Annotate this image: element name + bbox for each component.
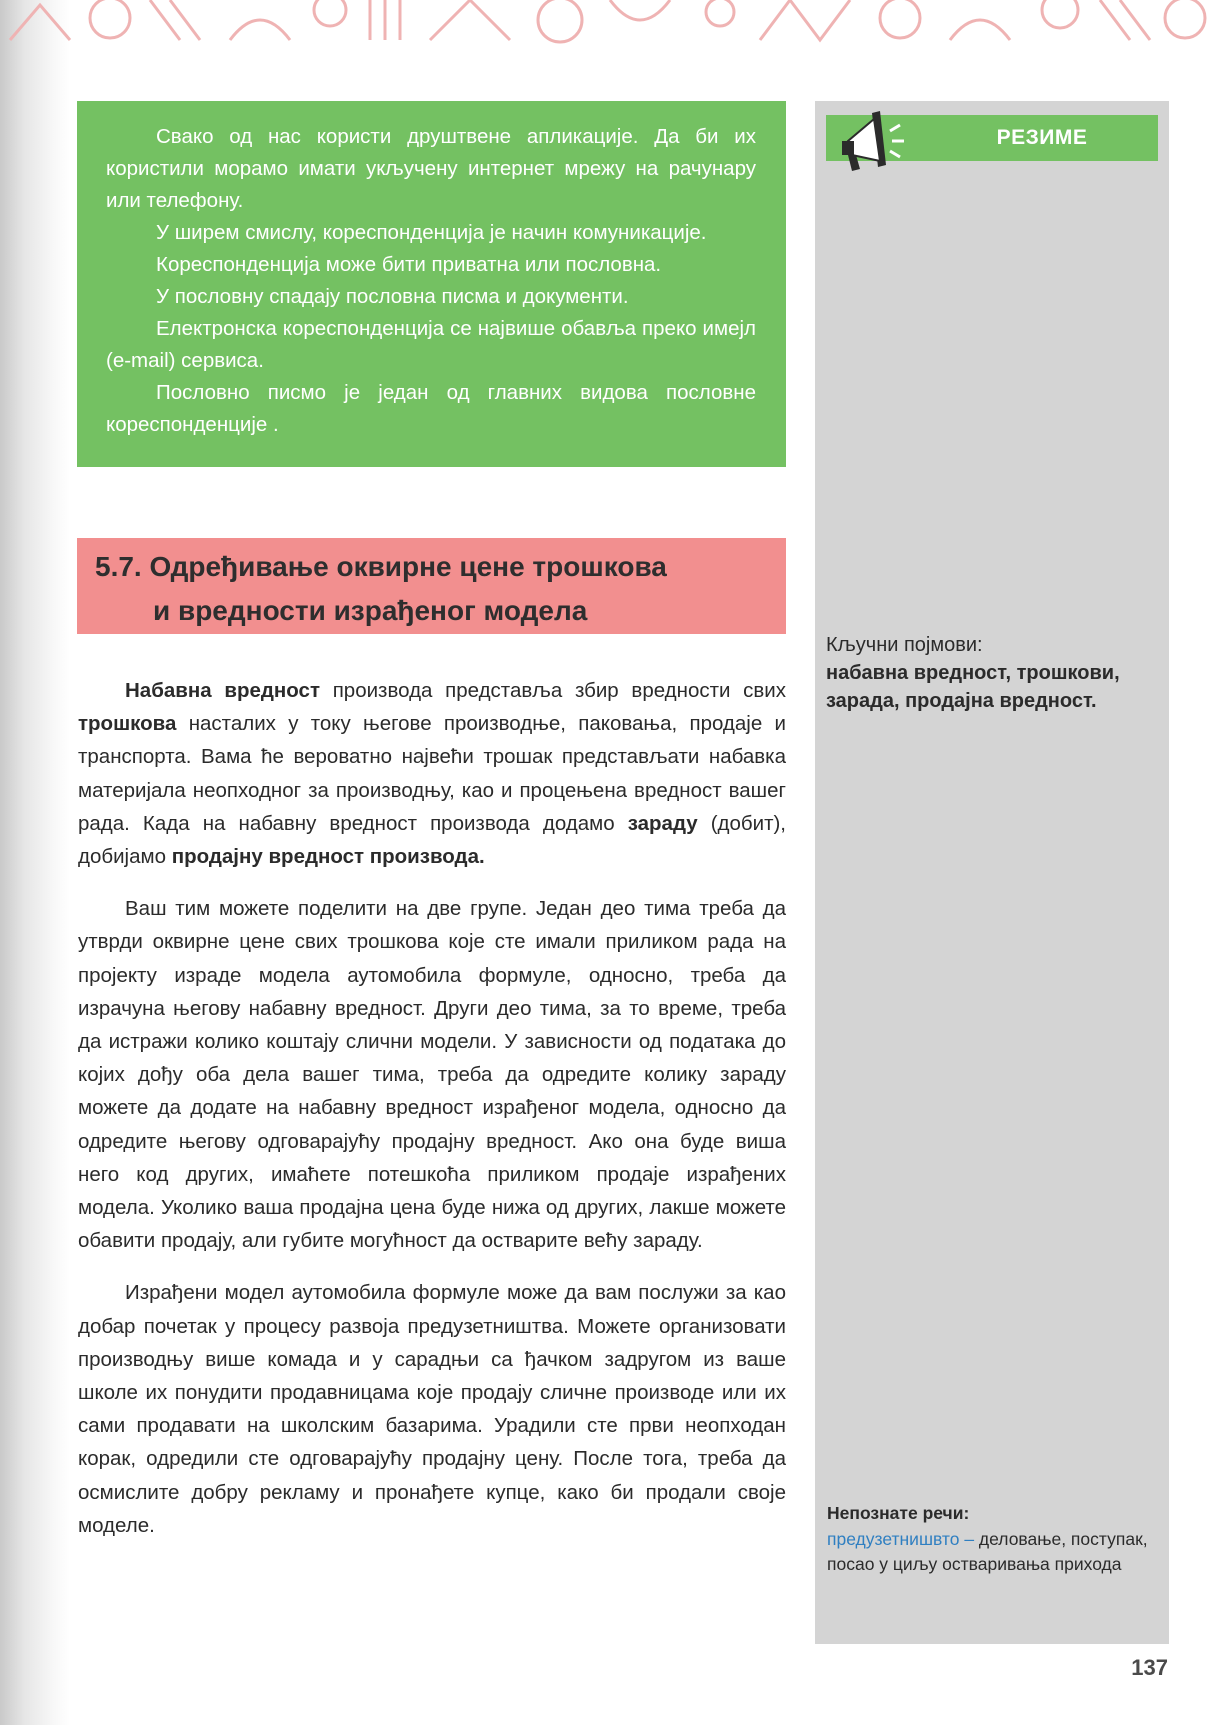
unknown-words-title: Непознате речи:	[827, 1503, 970, 1523]
key-terms-label: Кључни појмови:	[826, 634, 983, 656]
unknown-word-definition: деловање, поступак, посао у циљу остваривања прихода	[827, 1528, 1148, 1574]
resume-label: РЕЗИМЕ	[996, 126, 1088, 149]
page-number: 137	[1131, 1655, 1168, 1680]
summary-sidebar	[815, 101, 1169, 1644]
summary-paragraph: У пословну спадају пословна писма и документи.	[156, 285, 629, 308]
unknown-words-block	[827, 1501, 1157, 1578]
unknown-word-term: предузетнишвто –	[827, 1528, 975, 1549]
key-terms-block	[826, 631, 1156, 715]
book-spine-shadow	[0, 0, 70, 1725]
section-heading-line1: 5.7. Одређивање оквирне цене трошкова	[95, 551, 667, 582]
key-terms-list: набавна вредност, трошкови, зарада, продајна вредност.	[826, 662, 1120, 712]
body-text	[78, 674, 786, 1561]
summary-paragraph: Кореспонденција може бити приватна или пословна.	[156, 253, 662, 276]
body-text-run: насталих у току његове производње, паковања, продаје и транспорта. Вама ће вероватно највећи трошак представљати набавка материјала неопходног за производњу, као и процењена вредност вашег рада. Када на набавну вредност производа додамо	[78, 712, 786, 835]
decorative-header-pattern	[0, 0, 1217, 44]
term-purchase-value: Набавна вредност	[125, 679, 320, 702]
summary-paragraph: Пословно писмо је један од главних видова пословне кореспонденције .	[106, 381, 756, 436]
section-heading-line2: и вредности израђеног модела	[153, 595, 588, 626]
body-text-run: (добит), добијамо	[78, 811, 786, 869]
body-text-run: производа представља збир вредности свих	[319, 679, 786, 702]
body-paragraph-1	[78, 674, 786, 873]
summary-paragraph: У ширем смислу, кореспонденција је начин комуникације.	[156, 221, 707, 244]
resume-header-bar	[826, 115, 1158, 161]
intro-summary-box	[77, 101, 786, 467]
body-paragraph-2: Ваш тим можете поделити на две групе. Један део тима треба да утврди оквирне цене свих трошкова које сте имали приликом рада на пројекту израде модела аутомобила формуле, односно, треба да израчуна његову набавну вредност. Други део тима, за то време, треба да истражи колико коштају слични модели. У зависности од података до којих дођу оба дела вашег тима, треба да одредите колику зараду можете да додате на набавну вредност израђеног модела, односно да одредите његову одговарајућу продајну вредност. Ако она буде виша него код других, имаћете потешкоћа приликом продаје израђених модела. Уколико ваша продајна цена буде нижа од других, лакше можете обавити продају, али губите могућност да остварите већу зараду.	[78, 897, 786, 1253]
term-sales-value: продајну вредност производа.	[171, 845, 485, 869]
section-heading	[77, 538, 786, 634]
summary-paragraph: Свако од нас користи друштвене апликације. Да би их користили морамо имати укључену интернет мрежу на рачунару или телефону.	[106, 125, 756, 212]
term-costs: трошкова	[78, 712, 177, 736]
term-profit: зараду	[627, 811, 698, 835]
body-paragraph-3: Израђени модел аутомобила формуле може да вам послужи за као добар почетак у процесу развоја предузетништва. Можете организовати производњу више комада и у сарадњи са ђачком задругом из ваше школе их понудити продавницама које продају сличне производе или их сами продавати на школским базарима. Урадили сте први неопходан корак, одредили сте одговарајућу продајну цену. После тога, треба да осмислите добру рекламу и пронађете купце, како би продали своје моделе.	[78, 1281, 786, 1537]
summary-paragraph: Електронска кореспонденција се највише обавља преко имејл (е-mail) сервиса.	[106, 317, 756, 372]
megaphone-icon	[834, 105, 908, 181]
